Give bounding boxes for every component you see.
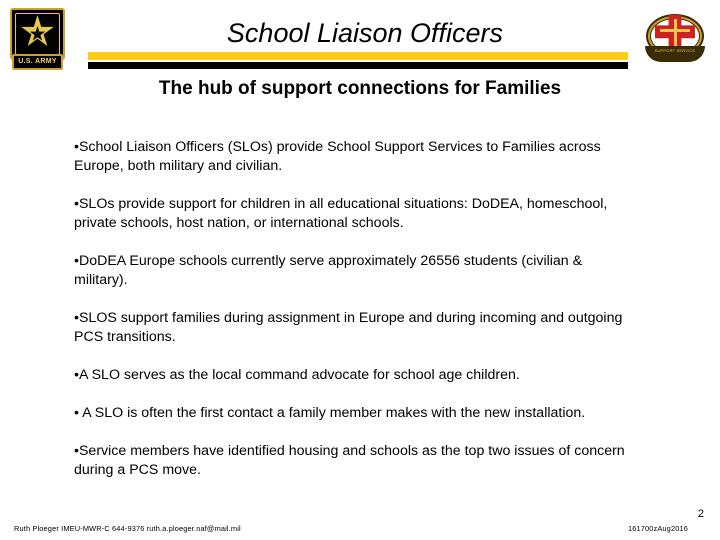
black-divider-bar: [88, 62, 628, 69]
footer-date-time-group: 161700zAug2016: [627, 524, 688, 533]
gold-divider-bar: [88, 52, 628, 60]
bullet-item: •Service members have identified housing and schools as the top two issues of concern during a PCS move.: [74, 443, 625, 479]
bullet-item: •SLOS support families during assignment in Europe and during incoming and outgoing PCS transitions.: [74, 310, 623, 346]
slide-header: [0, 0, 720, 112]
bullet-item: •SLOs provide support for children in all educational situations: DoDEA, homeschool, private schools, host nation, or international schools.: [74, 196, 608, 232]
us-army-wordmark: U.S. ARMY: [12, 54, 63, 70]
page-number: 2: [697, 508, 704, 520]
crest-motto-scroll: [645, 46, 705, 62]
crest-motto-text: SUPPORT SERVICE: [654, 48, 696, 53]
footer-contact-info: Ruth Ploeger IMEU-MWR-C 644-9376 ruth.a.ploeger.naf@mail.mil: [14, 524, 241, 533]
imcom-crest-insignia: [644, 8, 706, 66]
page-title: School Liaison Officers: [226, 18, 504, 48]
crest-cross-vertical-line: [674, 19, 677, 47]
bullet-item: •School Liaison Officers (SLOs) provide School Support Services to Families across Europe, both military and civilian.: [74, 139, 601, 175]
us-army-star-logo: [10, 8, 65, 72]
page-subtitle: The hub of support connections for Families: [158, 78, 562, 99]
bullet-list: [74, 124, 634, 480]
bullet-item: • A SLO is often the first contact a family member makes with the new installation.: [74, 405, 586, 422]
bullet-item: •DoDEA Europe schools currently serve approximately 26556 students (civilian & military).: [74, 253, 583, 289]
bullet-item: •A SLO serves as the local command advocate for school age children.: [74, 367, 520, 384]
